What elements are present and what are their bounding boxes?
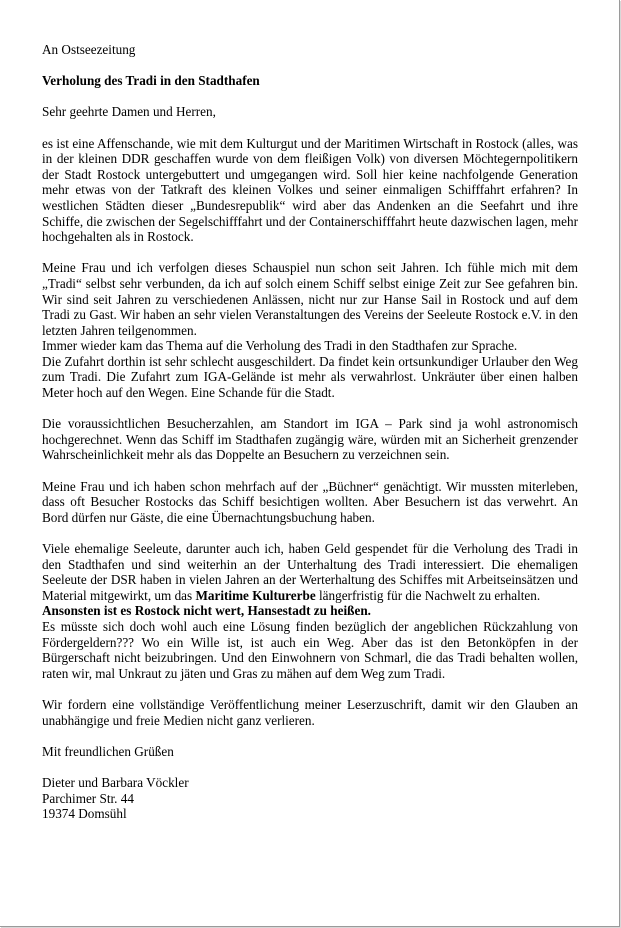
- paragraph-9: Es müsste sich doch wohl auch eine Lösung finden bezüglich der angeblichen Rückzahlung von Fördergeldern??? Wo ein Wille ist, ist auch ein Weg. Aber das ist den Betonköpfen in der Bürgerschaft nicht beizubringen. Und den Einwohnern von Schmarl, die das Tradi behalten wollen, raten wir, mal Unkraut zu jäten und Gras zu mähen auf dem Weg zum Tradi.: [42, 618, 578, 681]
- salutation: Sehr geehrte Damen und Herren,: [42, 104, 216, 120]
- subject-line: [42, 73, 578, 89]
- sender-name: Dieter und Barbara Vöckler: [42, 774, 189, 790]
- paragraph-8: [42, 603, 578, 619]
- paragraph-7-start: Viele ehemalige Seeleute, darunter auch ich, haben Geld gespendet für die Verholung des Tradi in den Stadthafen und sind weiterhin an der Unterhaltung des Tradi interessiert. Die ehemaligen Seeleute der DSR haben in vielen Jahren an der Werterhaltung des Schiffes mit Arbeitseinsätzen und Material mitgewirkt, um das: [42, 541, 578, 603]
- paragraph-7: [42, 541, 578, 603]
- paragraph-10: Wir fordern eine vollständige Veröffentlichung meiner Leserzuschrift, damit wir den Glauben an unabhängige und freie Medien nicht ganz verlieren.: [42, 696, 578, 728]
- letter-page: [42, 42, 578, 822]
- subject-text: Verholung des Tradi in den Stadthafen: [42, 73, 260, 89]
- sender-city: 19374 Domsühl: [42, 806, 127, 822]
- paragraph-7-end: längerfristig für die Nachwelt zu erhalten.: [319, 587, 541, 603]
- paragraph-5: Die voraussichtlichen Besucherzahlen, am Standort im IGA – Park sind ja wohl astronomisch hochgerechnet. Wenn das Schiff im Stadthafen zugängig wäre, würden mit an Sicherheit grenzender Wahrscheinlichkeit mehr als das Doppelte an Besuchern zu verzeichnen sein.: [42, 416, 578, 463]
- recipient-line: An Ostseezeitung: [42, 42, 136, 57]
- sender-street: Parchimer Str. 44: [42, 790, 134, 806]
- paragraph-6: Meine Frau und ich haben schon mehrfach auf der „Büchner“ genächtigt. Wir mussten miterleben, dass oft Besucher Rostocks das Schiff besichtigen wollten. Aber Besuchern ist das verwehrt. An Bord dürfen nur Gäste, die eine Übernachtungsbuchung haben.: [42, 478, 578, 525]
- hansestadt-emphasis: Ansonsten ist es Rostock nicht wert, Hansestadt zu heißen.: [42, 603, 371, 619]
- paragraph-2: Meine Frau und ich verfolgen dieses Schauspiel nun schon seit Jahren. Ich fühle mich mit dem „Tradi“ selbst sehr verbunden, da ich auf solch einem Schiff selbst einige Zeit zur See gefahren bin. Wir sind seit Jahren zu verschiedenen Anlässen, nicht nur zur Hanse Sail in Rostock und auf dem Tradi zu Gast. Wir haben an sehr vielen Veranstaltungen des Vereins der Seeleute Rostock e.V. in den letzten Jahren teilgenommen.: [42, 260, 578, 338]
- maritime-kulturerbe-emphasis: Maritime Kulturerbe: [195, 587, 316, 603]
- closing: Mit freundlichen Grüßen: [42, 743, 174, 759]
- paragraph-4: Die Zufahrt dorthin ist sehr schlecht ausgeschildert. Da findet kein ortsunkundiger Urlauber den Weg zum Tradi. Die Zufahrt zum IGA-Gelände ist mehr als verwahrlost. Unkräuter über einen halben Meter hoch auf den Wegen. Eine Schande für die Stadt.: [42, 353, 578, 401]
- paragraph-1: es ist eine Affenschande, wie mit dem Kulturgut und der Maritimen Wirtschaft in Rostock (alles, was in der kleinen DDR geschaffen wurde von dem fleißigen Volk) von diversen Möchtegernpolitikern der Stadt Rostock untergebuttert und umgegangen wird. Soll hier keine nachfolgende Generation mehr etwas von der Tatkraft des kleinen Volkes und seiner einmaligen Schifffahrt erfahren? In westlichen Städten dieser „Bundesrepublik“ wird aber das Andenken an die Seefahrt und ihre Schiffe, die zwischen der Segelschifffahrt und der Containerschifffahrt heute dazwischen lagen, mehr hochgehalten als in Rostock.: [42, 135, 578, 245]
- paragraph-3: Immer wieder kam das Thema auf die Verholung des Tradi in den Stadthafen zur Sprache.: [42, 338, 518, 354]
